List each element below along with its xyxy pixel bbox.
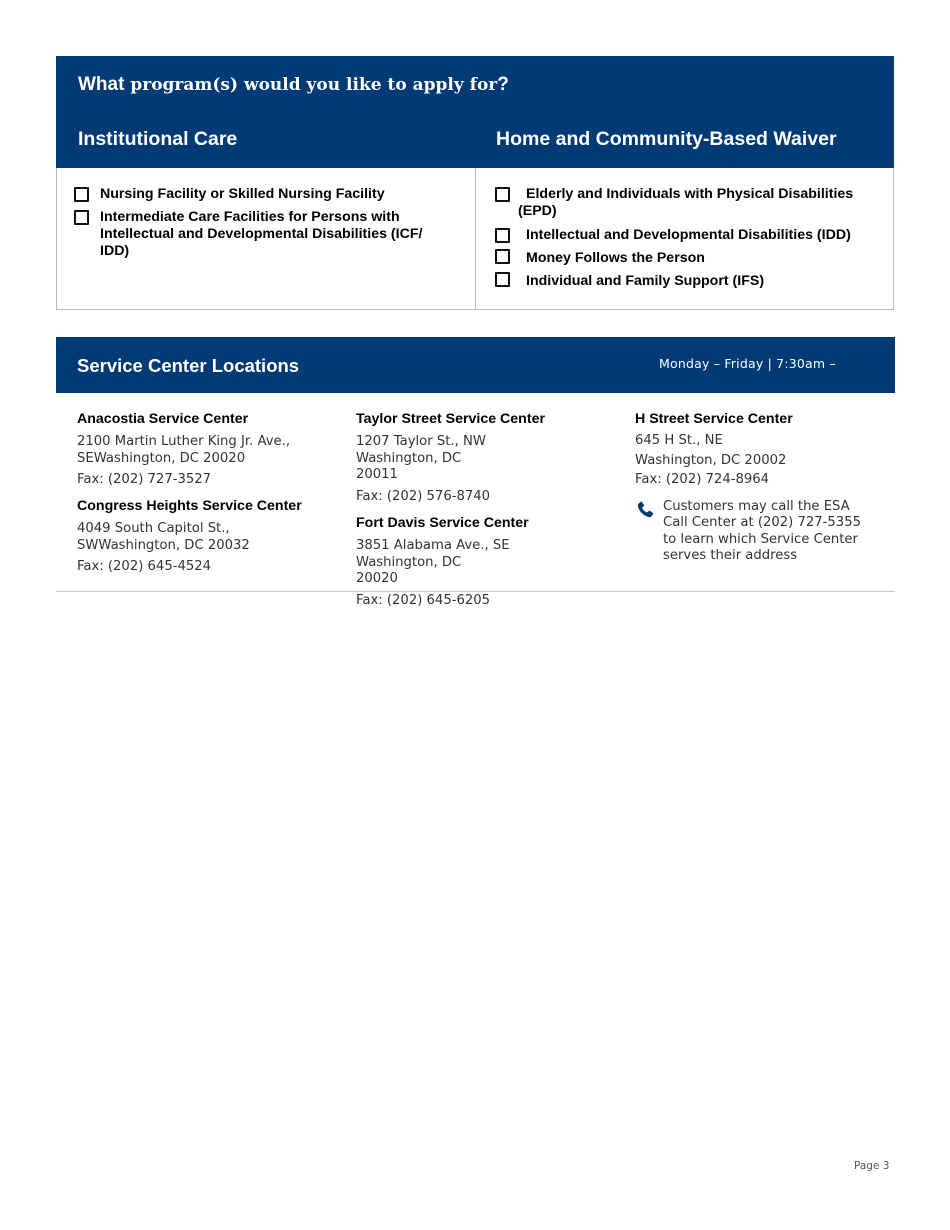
icf-idd-checkbox[interactable]	[74, 210, 89, 225]
address-line: 2100 Martin Luther King Jr. Ave.,	[77, 434, 291, 449]
column-divider	[475, 168, 476, 309]
option-label-line: Elderly and Individuals with Physical Disabilities	[526, 186, 854, 202]
address-line: Washington, DC	[356, 554, 462, 570]
option-label-line: IDD)	[100, 243, 130, 259]
service-hours: Monday – Friday | 7:30am –	[659, 356, 836, 371]
option-label-line: Money Follows the Person	[526, 250, 705, 266]
page-number: Page 3	[854, 1160, 890, 1172]
note-line: Call Center at (202) 727-5355	[663, 515, 861, 531]
address-line: 645 H St., NE	[635, 433, 723, 448]
service-center-title: Service Center Locations	[77, 355, 300, 376]
program-question	[78, 74, 509, 96]
option-nursing-facility[interactable]	[74, 186, 385, 203]
address-line: 20020	[356, 571, 398, 586]
address-line: 20011	[356, 467, 398, 482]
center-name: Taylor Street Service Center	[356, 411, 545, 427]
center-congress-heights	[77, 498, 302, 576]
option-label-line: Individual and Family Support (IFS)	[526, 273, 765, 289]
address-line: 1207 Taylor St., NW	[356, 434, 486, 449]
center-name: H Street Service Center	[635, 411, 793, 427]
center-address	[356, 538, 529, 588]
option-idd[interactable]	[495, 227, 851, 244]
note-line: to learn which Service Center	[663, 531, 858, 547]
program-header	[56, 56, 894, 168]
question-mark: ?	[497, 74, 509, 95]
waiver-title: Home and Community-Based Waiver	[496, 128, 837, 150]
institutional-care-title: Institutional Care	[78, 128, 238, 150]
center-fax: Fax: (202) 645-4524	[77, 559, 212, 574]
money-follows-person-checkbox[interactable]	[495, 249, 510, 264]
address-line: 4049 South Capitol St.,	[77, 521, 230, 536]
epd-checkbox[interactable]	[495, 187, 510, 202]
center-fax: Fax: (202) 724-8964	[635, 472, 770, 487]
option-money-follows-person[interactable]	[495, 250, 705, 267]
phone-icon	[635, 500, 655, 520]
nursing-facility-checkbox[interactable]	[74, 187, 89, 202]
center-address	[77, 434, 290, 467]
idd-checkbox[interactable]	[495, 228, 510, 243]
center-fax: Fax: (202) 645-6205	[356, 592, 491, 608]
center-fax: Fax: (202) 727-3527	[77, 472, 212, 487]
option-label-line: (EPD)	[518, 203, 557, 219]
option-label-line: Nursing Facility or Skilled Nursing Facility	[100, 186, 385, 202]
option-label-line: Intellectual and Developmental Disabilities (IDD)	[526, 227, 851, 243]
option-icf-idd[interactable]	[74, 209, 422, 260]
center-fort-davis	[356, 515, 529, 609]
address-line: SWWashington, DC 20032	[77, 537, 250, 553]
note-line: Customers may call the ESA	[663, 499, 850, 514]
address-line: 3851 Alabama Ave., SE	[356, 538, 510, 553]
note-line: serves their address	[663, 547, 798, 563]
center-name: Fort Davis Service Center	[356, 515, 529, 531]
ifs-checkbox[interactable]	[495, 272, 510, 287]
question-text: program(s) would you like to apply for	[124, 75, 498, 95]
center-name: Congress Heights Service Center	[77, 498, 302, 514]
question-what: What	[78, 74, 125, 95]
center-address	[77, 521, 302, 554]
center-h-street	[635, 411, 793, 489]
center-name: Anacostia Service Center	[77, 411, 249, 427]
center-address	[635, 431, 793, 471]
center-taylor-street	[356, 411, 545, 505]
address-line: SEWashington, DC 20020	[77, 450, 246, 466]
address-line: Washington, DC 20002	[635, 453, 787, 468]
option-epd[interactable]	[495, 186, 853, 220]
call-note-text	[663, 499, 875, 564]
section-divider	[56, 591, 895, 592]
program-options-panel	[56, 168, 894, 310]
option-label-line: Intellectual and Developmental Disabilities (ICF/	[100, 226, 423, 242]
center-anacostia	[77, 411, 290, 489]
service-center-header	[56, 337, 895, 393]
center-address	[356, 434, 545, 484]
option-ifs[interactable]	[495, 273, 764, 290]
center-fax: Fax: (202) 576-8740	[356, 488, 491, 504]
option-label-line: Intermediate Care Facilities for Persons with	[100, 209, 400, 225]
address-line: Washington, DC	[356, 450, 462, 466]
